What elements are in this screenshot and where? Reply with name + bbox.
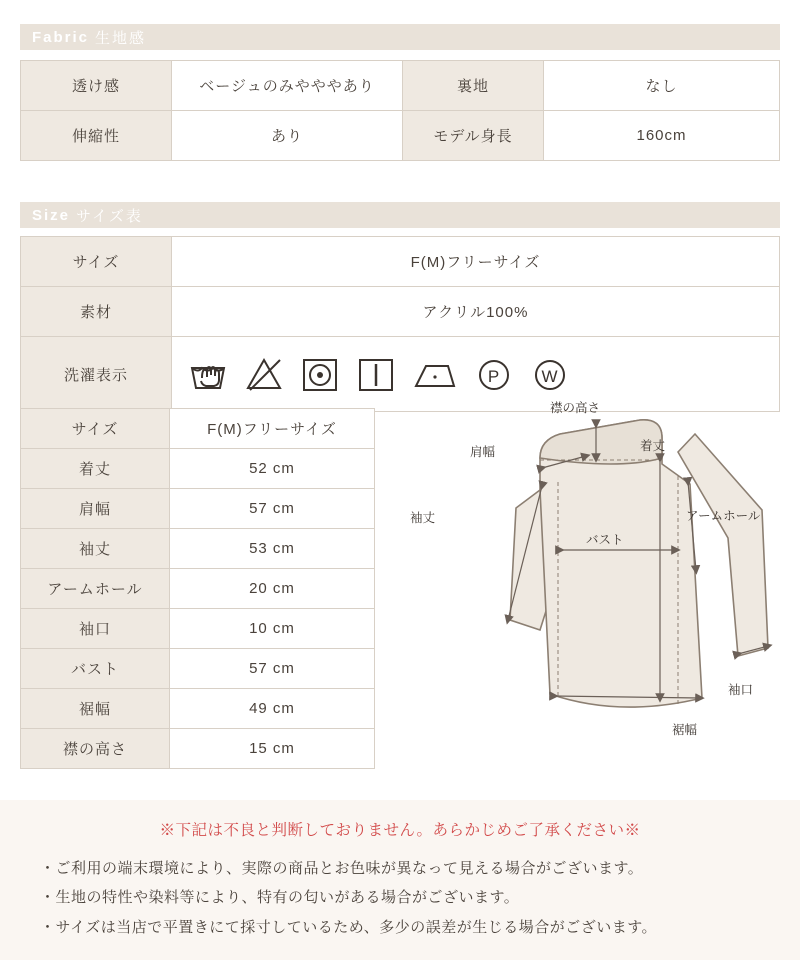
meas-value-hem-width: 49 cm: [170, 689, 375, 729]
table-row: [21, 237, 780, 287]
svg-text:W: W: [541, 367, 559, 386]
table-row: [21, 489, 375, 529]
size-info-table: [20, 236, 780, 412]
fabric-heading-jp: 生地感: [95, 29, 147, 47]
size-label-material: 素材: [21, 287, 172, 337]
table-row: [21, 111, 780, 161]
fabric-label-lining: 裏地: [403, 61, 544, 111]
meas-label-shoulder: 肩幅: [21, 489, 170, 529]
fabric-value-model-height: 160cm: [544, 111, 780, 161]
table-row: [21, 409, 375, 449]
meas-label-collar-height: 襟の高さ: [21, 729, 170, 769]
meas-label-armhole: アームホール: [21, 569, 170, 609]
meas-label-hem-width: 裾幅: [21, 689, 170, 729]
table-row: [21, 689, 375, 729]
diagram-label-collar-height: 襟の高さ: [550, 401, 601, 415]
meas-value-shoulder: 57 cm: [170, 489, 375, 529]
size-label-size: サイズ: [21, 237, 172, 287]
meas-value-body-length: 52 cm: [170, 449, 375, 489]
meas-header-value: F(M)フリーサイズ: [170, 409, 375, 449]
size-heading-jp: サイズ表: [76, 207, 143, 225]
meas-value-armhole: 20 cm: [170, 569, 375, 609]
svg-text:P: P: [487, 367, 501, 386]
size-heading-en: Size: [32, 206, 71, 224]
garment-measurement-diagram: [390, 398, 790, 768]
meas-value-bust: 57 cm: [170, 649, 375, 689]
table-row: [21, 729, 375, 769]
fabric-label-sheerness: 透け感: [21, 61, 172, 111]
meas-label-cuff: 袖口: [21, 609, 170, 649]
size-label-wash-care: 洗濯表示: [21, 337, 172, 412]
no-bleach-icon: [242, 352, 286, 396]
meas-value-sleeve-length: 53 cm: [170, 529, 375, 569]
hand-wash-icon: [186, 352, 230, 396]
diagram-label-hem-width: 裾幅: [672, 723, 698, 737]
notes-section: [0, 800, 800, 960]
fabric-table: [20, 60, 780, 161]
meas-header-label: サイズ: [21, 409, 170, 449]
fabric-heading-en: Fabric: [32, 28, 90, 46]
meas-value-cuff: 10 cm: [170, 609, 375, 649]
table-row: [21, 61, 780, 111]
meas-label-body-length: 着丈: [21, 449, 170, 489]
diagram-label-cuff: 袖口: [728, 683, 754, 697]
fabric-section-heading: [20, 24, 780, 50]
dry-clean-p-icon: [472, 352, 516, 396]
table-row: [21, 449, 375, 489]
meas-value-collar-height: 15 cm: [170, 729, 375, 769]
diagram-label-shoulder: 肩幅: [470, 445, 496, 459]
fabric-label-model-height: モデル身長: [403, 111, 544, 161]
wet-clean-w-icon: [528, 352, 572, 396]
size-value-size: F(M)フリーサイズ: [172, 237, 780, 287]
table-row: [21, 529, 375, 569]
iron-low-icon: [410, 352, 460, 396]
fabric-value-sheerness: ベージュのみやややあり: [172, 61, 403, 111]
fabric-value-lining: なし: [544, 61, 780, 111]
diagram-label-bust: バスト: [586, 533, 624, 547]
tumble-dry-icon: [298, 352, 342, 396]
diagram-label-sleeve-length: 袖丈: [410, 511, 436, 525]
diagram-label-body-length: 着丈: [640, 439, 666, 453]
meas-label-sleeve-length: 袖丈: [21, 529, 170, 569]
fabric-value-stretch: あり: [172, 111, 403, 161]
measurement-table: [20, 408, 375, 769]
table-row: [21, 649, 375, 689]
drip-dry-icon: [354, 352, 398, 396]
fabric-label-stretch: 伸縮性: [21, 111, 172, 161]
notes-title: ※下記は不良と判断しておりません。あらかじめご了承ください※: [159, 822, 641, 839]
table-row: [21, 609, 375, 649]
size-value-material: アクリル100%: [172, 287, 780, 337]
note-line-3: ・サイズは当店で平置きにて採寸しているため、多少の誤差が生じる場合がございます。: [40, 918, 658, 936]
size-section-heading: [20, 202, 780, 228]
note-line-2: ・生地の特性や染料等により、特有の匂いがある場合がございます。: [40, 889, 520, 907]
diagram-label-armhole: アームホール: [686, 509, 761, 523]
note-line-1: ・ご利用の端末環境により、実際の商品とお色味が異なって見える場合がございます。: [40, 860, 644, 877]
meas-label-bust: バスト: [21, 649, 170, 689]
table-row: [21, 569, 375, 609]
table-row: [21, 287, 780, 337]
